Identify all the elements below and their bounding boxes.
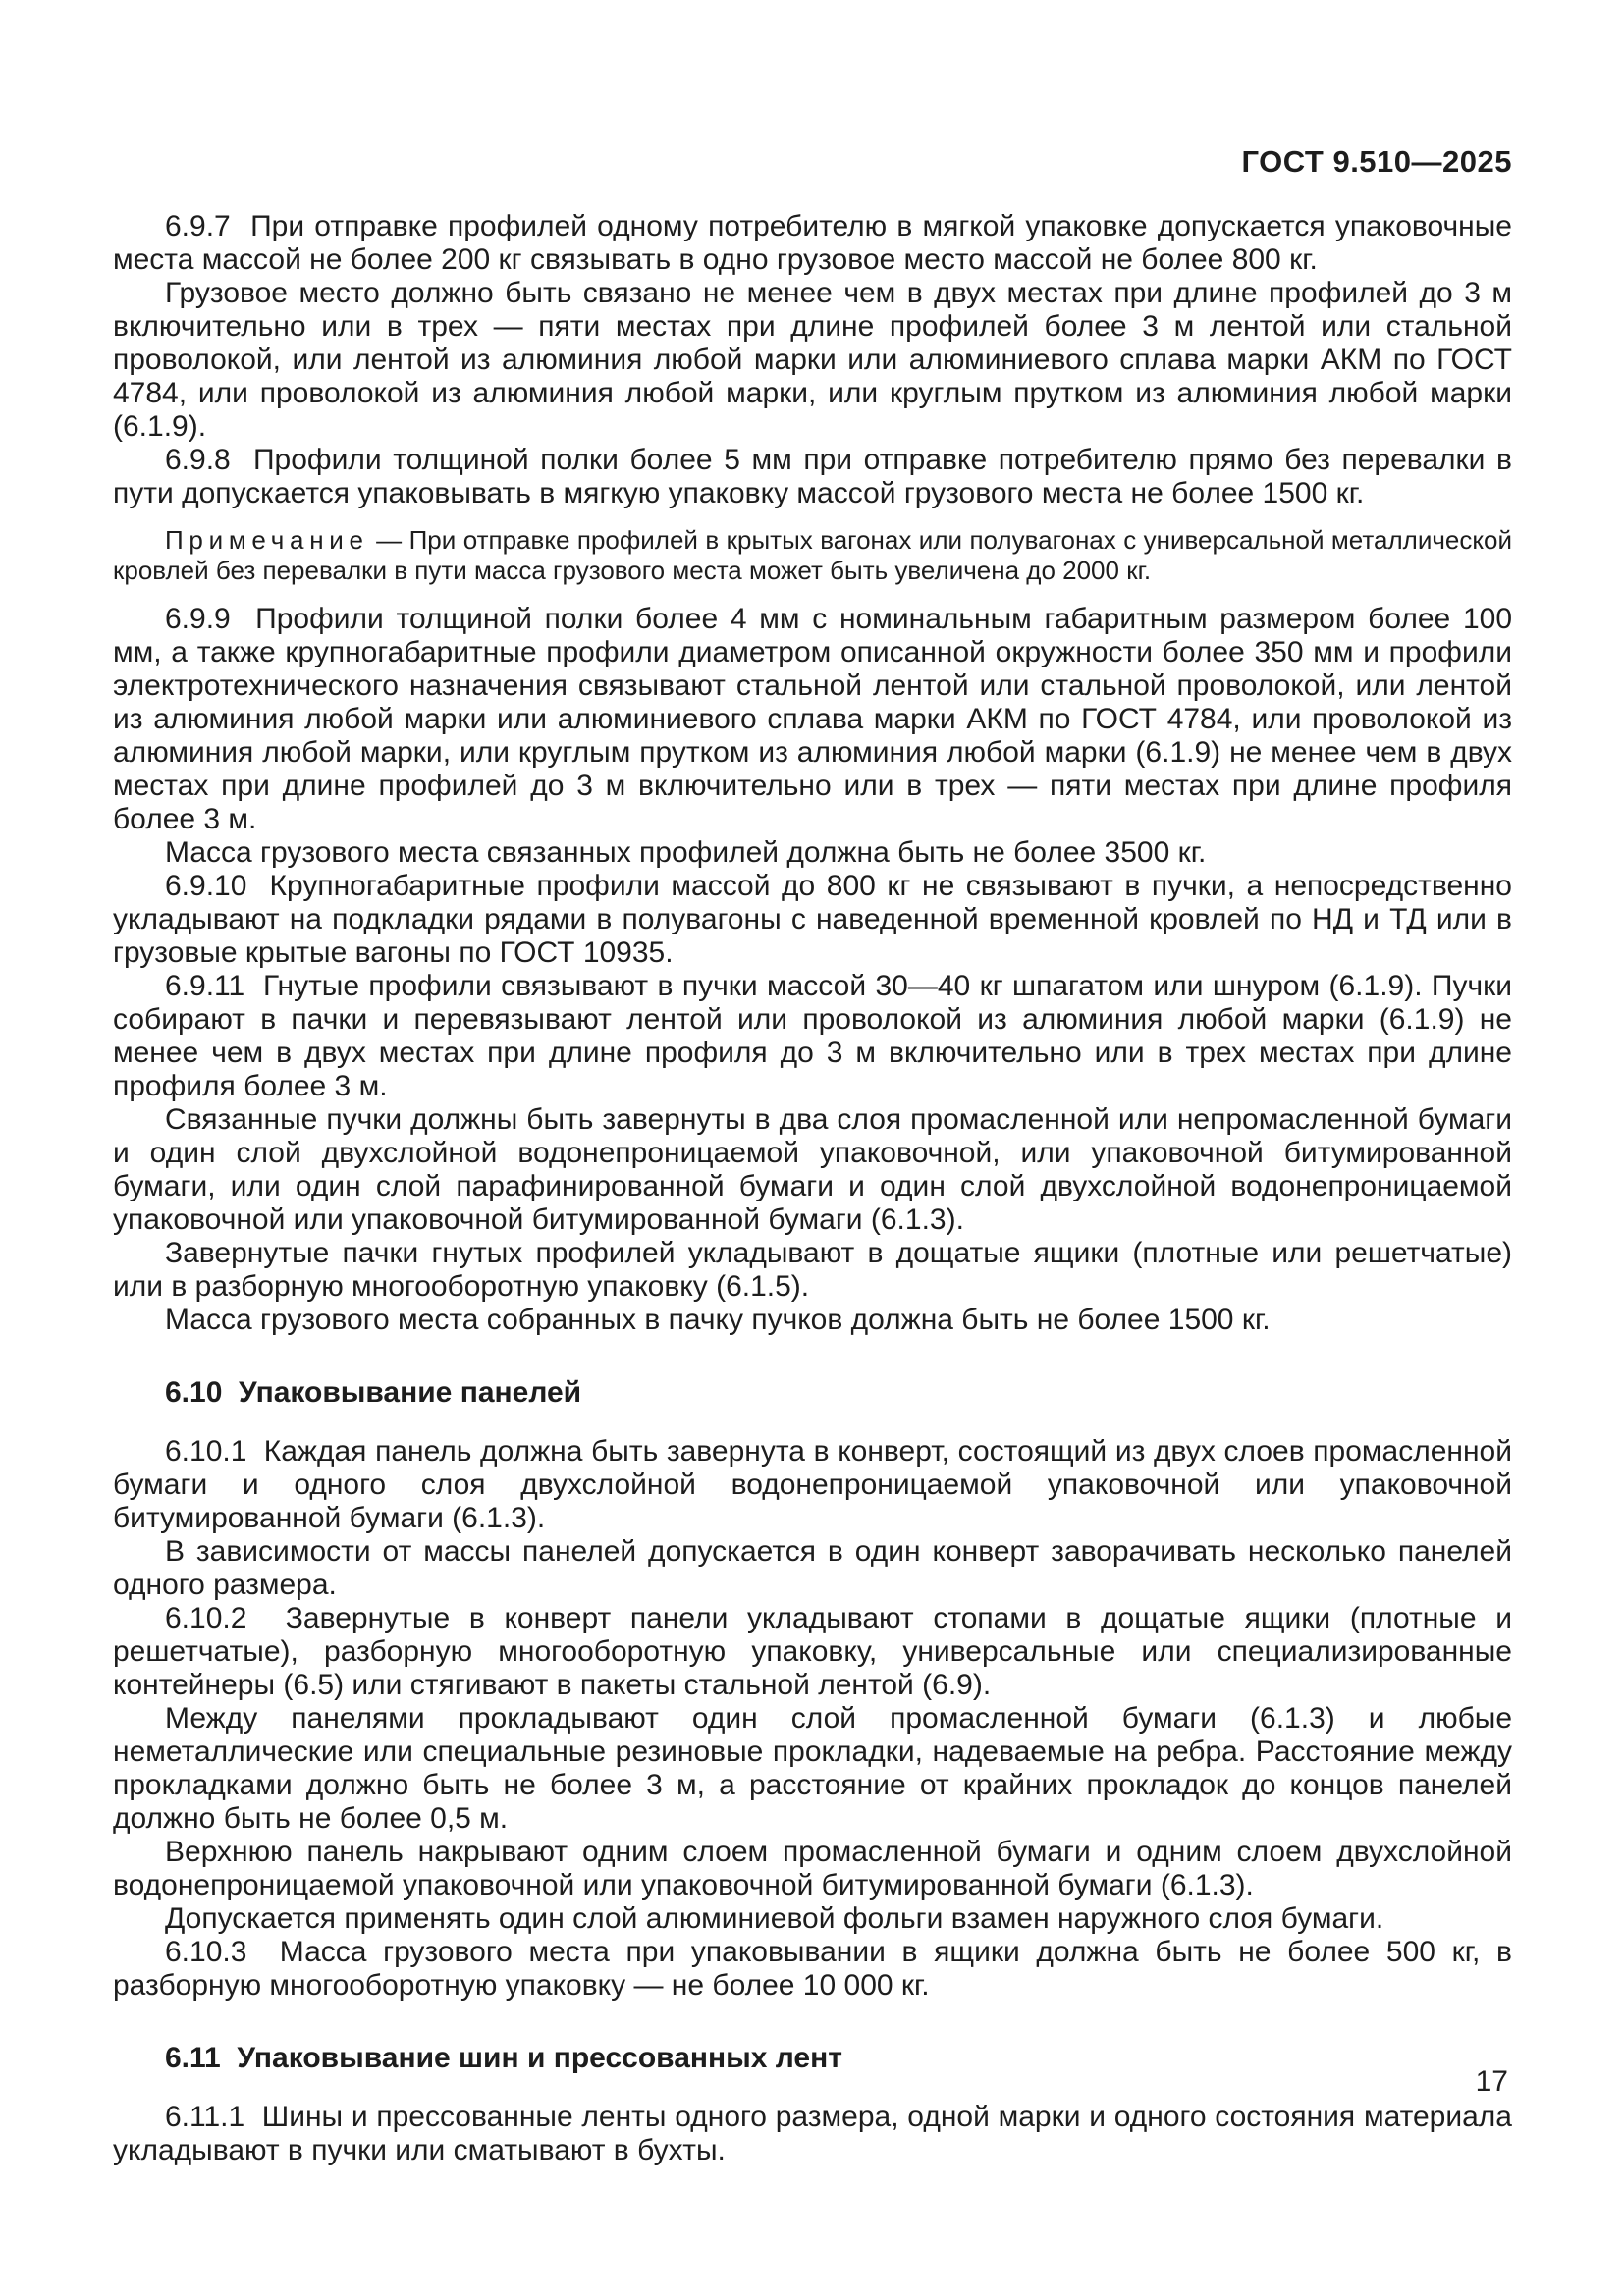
paragraph: Допускается применять один слой алюминиевой фольги взамен наружного слоя бумаги. <box>165 1902 1384 1935</box>
paragraph-6-9-10: 6.9.10 Крупногабаритные профили массой до 800 кг не связывают в пучки, а непосредственно укладывают на подкладки рядами в полувагоны с наведенной временной кровлей по НД и ТД или в грузовые крытые вагоны по ГОСТ 10935. <box>113 870 1512 969</box>
paragraph: Масса грузового места связанных профилей должна быть не более 3500 кг. <box>165 836 1207 869</box>
paragraph-6-9-8: 6.9.8 Профили толщиной полки более 5 мм при отправке потребителю прямо без перевалки в пути допускается упаковывать в мягкую упаковку массой грузового места не более 1500 кг. <box>113 444 1512 509</box>
paragraph-6-9-9: 6.9.9 Профили толщиной полки более 4 мм с номинальным габаритным размером более 100 мм, а также крупногабаритные профили диаметром описанной окружности более 350 мм и профили электротехнического назначения связывают стальной лентой или стальной проволокой, или лентой из алюминия любой марки или алюминиевого сплава марки АКМ по ГОСТ 4784, или проволокой из алюминия любой марки, или круглым прутком из алюминия любой марки (6.1.9) не менее чем в двух местах при длине профилей до 3 м включительно или в трех — пяти местах при длине профиля более 3 м. <box>113 603 1512 835</box>
section-heading-6-10: 6.10 Упаковывание панелей <box>165 1376 582 1409</box>
paragraph: В зависимости от массы панелей допускается в один конверт заворачивать несколько панелей одного размера. <box>113 1535 1512 1601</box>
paragraph-6-10-2: 6.10.2 Завернутые в конверт панели укладывают стопами в дощатые ящики (плотные и решетчатые), разборную многооборотную упаковку, универсальные или специализированные контейнеры (6.5) или стягивают в пакеты стальной лентой (6.9). <box>113 1602 1512 1701</box>
doc-code-header: ГОСТ 9.510—2025 <box>1241 144 1512 179</box>
paragraph-6-9-11: 6.9.11 Гнутые профили связывают в пучки массой 30—40 кг шпагатом или шнуром (6.1.9). Пучки собирают в пачки и перевязывают лентой или проволокой из алюминия любой марки (6.1.9) не менее чем в двух местах при длине профиля до 3 м включительно или в трех местах при длине профиля более 3 м. <box>113 970 1512 1102</box>
note-label: Примечание <box>165 525 369 555</box>
paragraph: Связанные пучки должны быть завернуты в два слоя промасленной или непромасленной бумаги и один слой двухслойной водонепроницаемой упаковочной, или упаковочной битумированной бумаги, или один слой парафинированной бумаги и один слой двухслойной водонепроницаемой упаковочной или упаковочной битумированной бумаги (6.1.3). <box>113 1103 1512 1236</box>
paragraph-6-10-1: 6.10.1 Каждая панель должна быть завернута в конверт, состоящий из двух слоев промасленной бумаги и одного слоя двухслойной водонепроницаемой упаковочной или упаковочной битумированной бумаги (6.1.3). <box>113 1435 1512 1534</box>
paragraph-6-9-7: 6.9.7 При отправке профилей одному потребителю в мягкой упаковке допускается упаковочные места массой не более 200 кг связывать в одно грузовое место массой не более 800 кг. <box>113 210 1512 276</box>
paragraph-6-10-3: 6.10.3 Масса грузового места при упаковывании в ящики должна быть не более 500 кг, в разборную многооборотную упаковку — не более 10 000 кг. <box>113 1936 1512 2002</box>
paragraph: Верхнюю панель накрывают одним слоем промасленной бумаги и одним слоем двухслойной водонепроницаемой упаковочной или упаковочной битумированной бумаги (6.1.3). <box>113 1836 1512 1901</box>
paragraph: Завернутые пачки гнутых профилей укладывают в дощатые ящики (плотные или решетчатые) или в разборную многооборотную упаковку (6.1.5). <box>113 1237 1512 1303</box>
note-paragraph <box>113 525 1512 586</box>
paragraph-6-11-1: 6.11.1 Шины и прессованные ленты одного размера, одной марки и одного состояния материала укладывают в пучки или сматывают в бухты. <box>113 2101 1512 2166</box>
paragraph: Грузовое место должно быть связано не менее чем в двух местах при длине профилей до 3 м включительно или в трех — пяти местах при длине профилей более 3 м лентой или стальной проволокой, или лентой из алюминия любой марки или алюминиевого сплава марки АКМ по ГОСТ 4784, или проволокой из алюминия любой марки, или круглым прутком из алюминия любой марки (6.1.9). <box>113 277 1512 443</box>
paragraph: Между панелями прокладывают один слой промасленной бумаги (6.1.3) и любые неметаллические или специальные резиновые прокладки, надеваемые на ребра. Расстояние между прокладками должно быть не более 3 м, а расстояние от крайних прокладок до концов панелей должно быть не более 0,5 м. <box>113 1702 1512 1835</box>
section-heading-6-11: 6.11 Упаковывание шин и прессованных лент <box>165 2042 842 2074</box>
note-text: — При отправке профилей в крытых вагонах или полувагонах с универсальной металлической кровлей без перевалки в пути масса грузового места может быть увеличена до 2000 кг. <box>113 525 1512 585</box>
paragraph: Масса грузового места собранных в пачку пучков должна быть не более 1500 кг. <box>165 1304 1271 1336</box>
page-number: 17 <box>1475 2065 1508 2098</box>
